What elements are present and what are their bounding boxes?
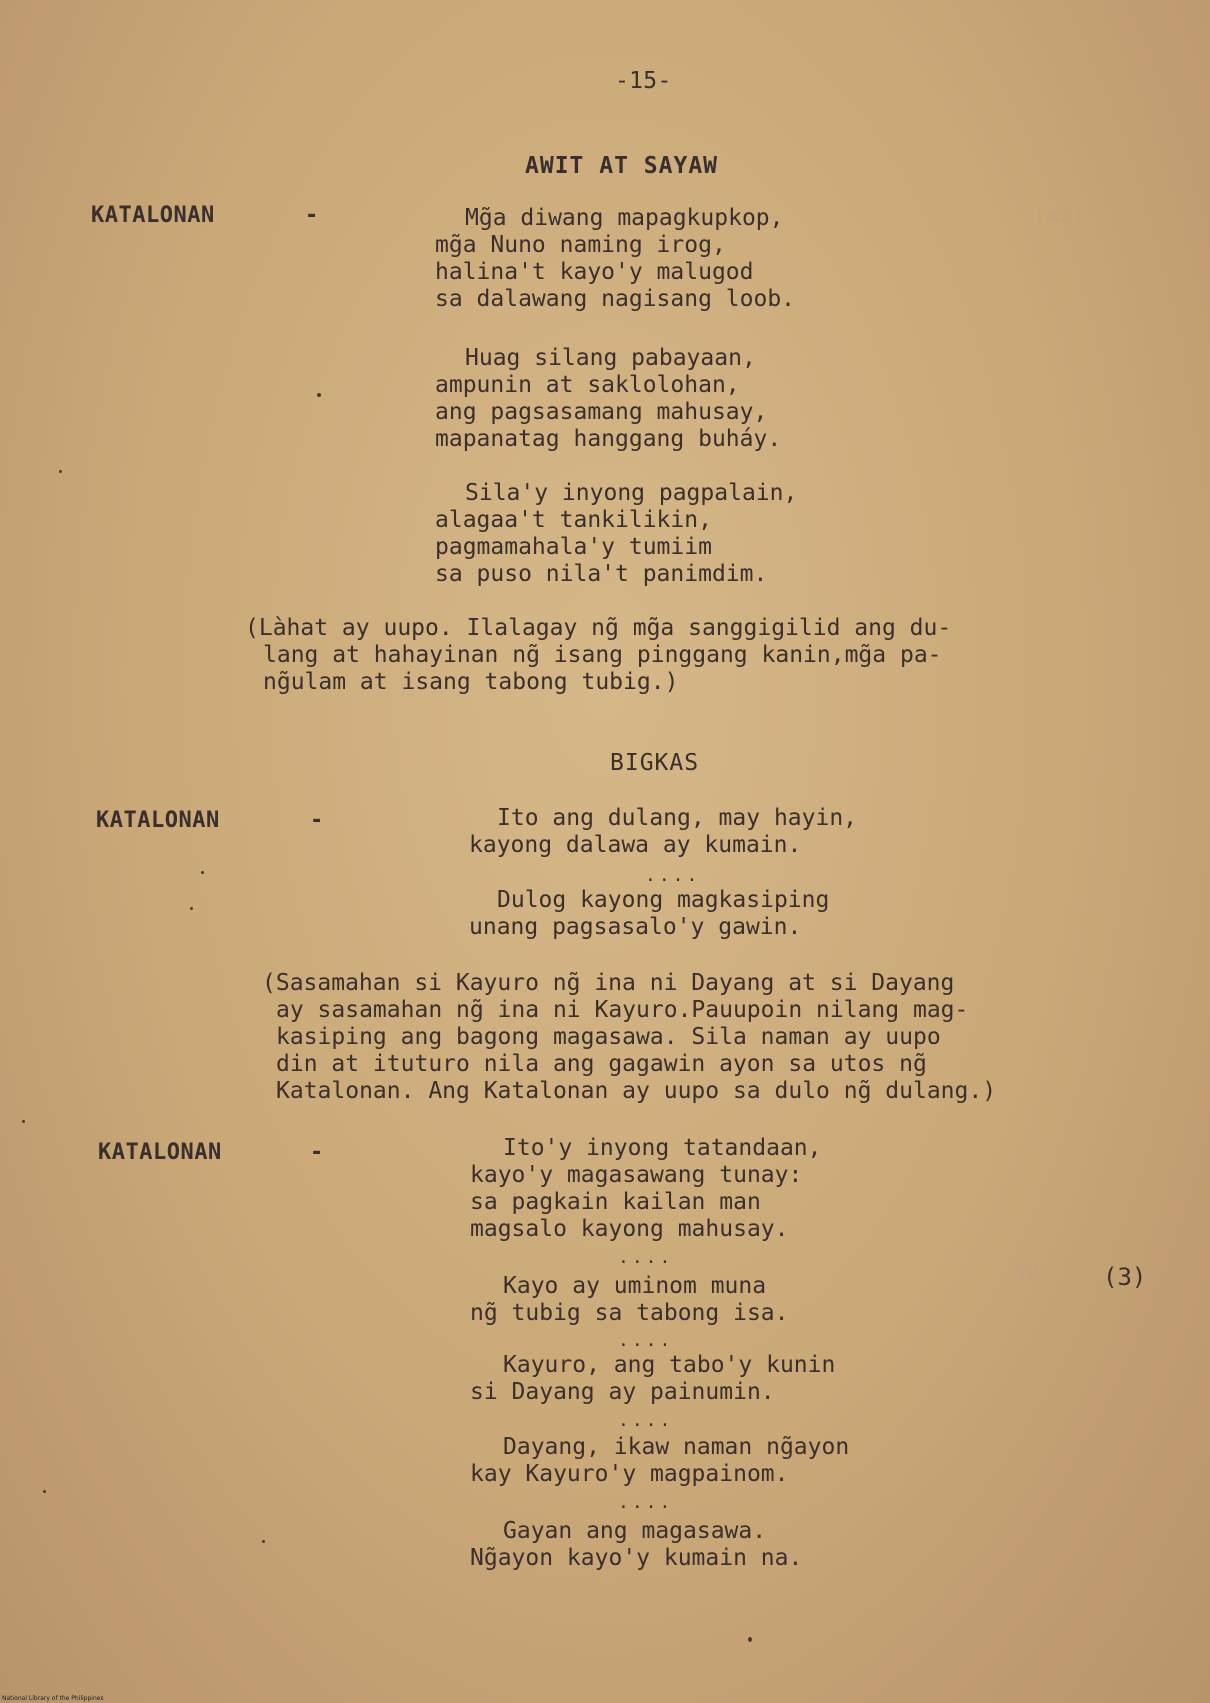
stage-direction bbox=[262, 970, 996, 1105]
verse-line: Huag silang pabayaan, bbox=[465, 345, 756, 371]
verse-line: Kayuro, ang tabo'y kunin bbox=[503, 1352, 836, 1378]
direction-line: ay sasamahan ng̃ ina ni Kayuro.Pauupoin nilang mag- bbox=[276, 997, 969, 1023]
direction-line: lang at hahayinan ng̃ isang pinggang kanin,mg̃a pa- bbox=[263, 642, 942, 668]
verse-line: Mg̃a diwang mapagkupkop, bbox=[465, 205, 784, 231]
verse-line: Ito'y inyong tatandaan, bbox=[503, 1135, 822, 1161]
speaker-label: KATALONAN bbox=[98, 1140, 222, 1165]
verse-line: pagmamahala'y tumiim bbox=[435, 534, 712, 560]
verse-line: kayong dalawa ay kumain. bbox=[469, 832, 802, 858]
verse-line: Dulog kayong magkasiping bbox=[497, 887, 830, 913]
paper-speck bbox=[317, 393, 321, 397]
verse-stanza bbox=[470, 1352, 836, 1406]
verse-stanza bbox=[470, 1434, 850, 1488]
verse-line: Ng̃ayon kayo'y kumain na. bbox=[470, 1545, 803, 1571]
speaker-dash: - bbox=[305, 203, 319, 228]
verse-stanza bbox=[470, 1518, 803, 1572]
verse-stanza bbox=[435, 345, 782, 453]
verse-line: unang pagsasalo'y gawin. bbox=[469, 914, 802, 940]
direction-line: ng̃ulam at isang tabong tubig.) bbox=[263, 669, 679, 695]
verse-line: Dayang, ikaw naman ng̃ayon bbox=[503, 1434, 850, 1460]
verse-stanza bbox=[470, 1273, 789, 1327]
faint-pencil-mark: 3V bbox=[1013, 1262, 1040, 1287]
footer-credit: National Library of the Philippines bbox=[2, 1695, 104, 1702]
verse-line: halina't kayo'y malugod bbox=[435, 259, 754, 285]
verse-line: alagaa't tankilikin, bbox=[435, 507, 712, 533]
verse-stanza bbox=[469, 887, 830, 941]
speaker-label: KATALONAN bbox=[91, 203, 215, 228]
direction-line: kasiping ang bagong magasawa. Sila naman ay uupo bbox=[276, 1024, 941, 1050]
direction-line: (Sasamahan si Kayuro ng̃ ina ni Dayang at si Dayang bbox=[262, 970, 955, 996]
ellipsis-separator: .... bbox=[618, 1410, 674, 1431]
verse-line: Kayo ay uminom muna bbox=[503, 1273, 767, 1299]
stage-direction bbox=[245, 615, 951, 696]
verse-line: magsalo kayong mahusay. bbox=[470, 1216, 789, 1242]
verse-line: sa dalawang nagisang loob. bbox=[435, 286, 796, 312]
paper-speck bbox=[190, 907, 193, 910]
section-heading-awit: AWIT AT SAYAW bbox=[525, 153, 719, 179]
verse-line: ampunin at saklolohan, bbox=[435, 372, 740, 398]
verse-line: si Dayang ay painumin. bbox=[470, 1379, 775, 1405]
speaker-label: KATALONAN bbox=[96, 808, 220, 833]
paper-speck bbox=[59, 470, 62, 473]
verse-line: mapanatag hanggang buháy. bbox=[435, 426, 782, 452]
direction-line: din at ituturo nila ang gagawin ayon sa utos ng̃ bbox=[276, 1051, 927, 1077]
verse-line: sa pagkain kailan man bbox=[470, 1189, 761, 1215]
verse-line: mg̃a Nuno naming irog, bbox=[435, 232, 726, 258]
paper-speck bbox=[201, 871, 204, 874]
ellipsis-separator: .... bbox=[618, 1247, 674, 1268]
direction-line: Katalonan. Ang Katalonan ay uupo sa dulo ng̃ dulang.) bbox=[276, 1078, 997, 1104]
ellipsis-separator: .... bbox=[618, 1330, 674, 1351]
verse-stanza bbox=[469, 805, 858, 859]
verse-line: Gayan ang magasawa. bbox=[503, 1518, 767, 1544]
margin-annotation: (3) bbox=[1103, 1263, 1147, 1291]
verse-stanza bbox=[470, 1135, 822, 1243]
paper-speck bbox=[748, 1637, 752, 1642]
speaker-dash: - bbox=[310, 1140, 324, 1165]
ellipsis-separator: .... bbox=[645, 865, 701, 886]
direction-line: (Làhat ay uupo. Ilalagay ng̃ mg̃a sanggigilid ang du- bbox=[245, 615, 952, 641]
verse-line: Ito ang dulang, may hayin, bbox=[497, 805, 858, 831]
ellipsis-separator: .... bbox=[618, 1492, 674, 1513]
verse-stanza bbox=[435, 480, 798, 588]
verse-stanza bbox=[435, 205, 796, 313]
paper-speck bbox=[22, 1120, 25, 1123]
verse-line: ang pagsasamang mahusay, bbox=[435, 399, 768, 425]
page-number: -15- bbox=[615, 68, 672, 94]
paper-speck bbox=[43, 1490, 46, 1493]
verse-line: Sila'y inyong pagpalain, bbox=[465, 480, 798, 506]
faint-pencil-mark: (xx) bbox=[1033, 203, 1086, 228]
paper-speck bbox=[262, 1540, 265, 1543]
speaker-dash: - bbox=[310, 808, 324, 833]
verse-line: kayo'y magasawang tunay: bbox=[470, 1162, 803, 1188]
verse-line: ng̃ tubig sa tabong isa. bbox=[470, 1300, 789, 1326]
verse-line: sa puso nila't panimdim. bbox=[435, 561, 768, 587]
section-heading-bigkas: BIGKAS bbox=[610, 750, 700, 776]
verse-line: kay Kayuro'y magpainom. bbox=[470, 1461, 789, 1487]
